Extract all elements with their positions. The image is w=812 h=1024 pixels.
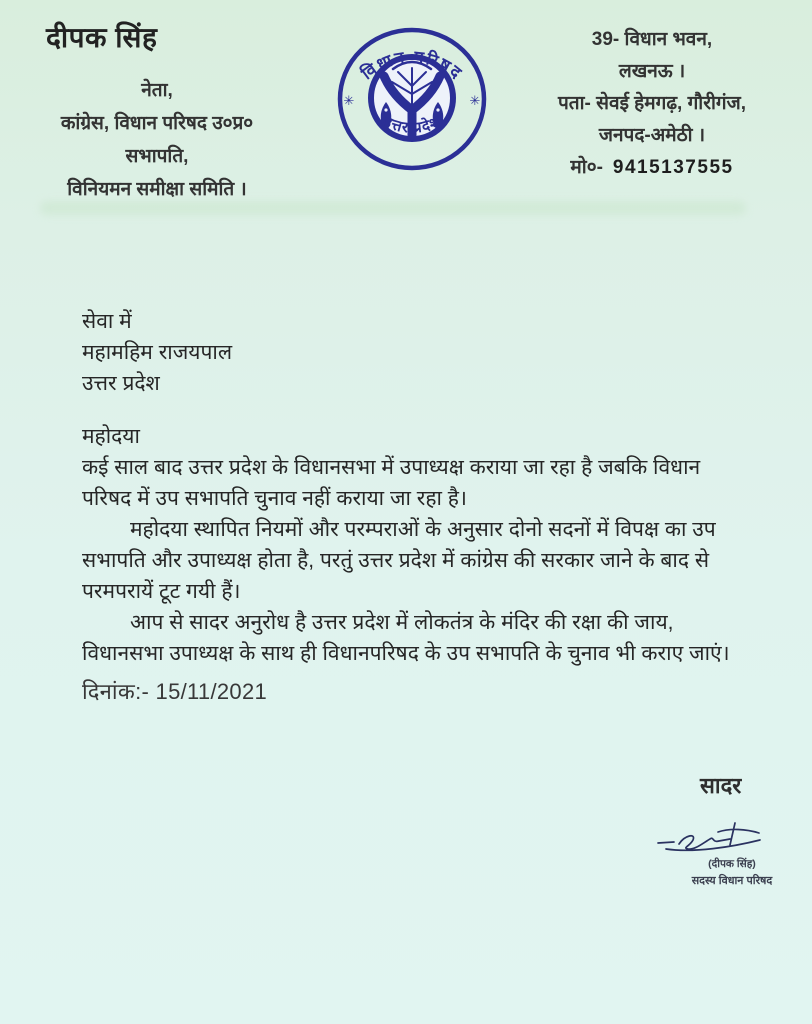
emblem-top-text: विधान परिषद	[357, 47, 467, 84]
emblem-seal-icon	[333, 24, 491, 174]
office-address-line: 39- विधान भवन,	[591, 29, 713, 50]
salutation-line: सेवा में	[82, 310, 132, 333]
greeting: महोदया	[82, 425, 140, 448]
letterhead-left	[26, 18, 288, 206]
home-address-line: जनपद-अमेठी ।	[598, 125, 706, 146]
letterhead-right	[514, 24, 790, 184]
sender-designation-line: नेता,	[141, 80, 173, 101]
home-address-line: पता- सेवई हेमगढ़, गौरीगंज,	[558, 93, 746, 114]
sender-name: दीपक सिंह	[46, 22, 158, 53]
mobile-label: मो०-	[570, 157, 603, 178]
letter-body	[82, 306, 736, 669]
mobile-line	[514, 152, 790, 184]
scan-artifact-band	[40, 201, 746, 215]
emblem-bottom-text: उत्तर प्रदेश	[380, 112, 444, 137]
salutation-line: महामहिम राजयपाल	[82, 341, 233, 364]
closing-word: सादर	[700, 773, 742, 798]
paragraph-1: कई साल बाद उत्तर प्रदेश के विधानसभा में उपाध्यक्ष कराया जा रहा है जबकि विधान परिषद में उप सभापति चुनाव नहीं कराया जा रहा है।	[82, 456, 701, 510]
emblem-star-left-icon: ✳	[343, 93, 355, 108]
emblem-star-right-icon: ✳	[469, 93, 481, 108]
paragraph-3: आप से सादर अनुरोध है उत्तर प्रदेश में लोकतंत्र के मंदिर की रक्षा की जाय, विधानसभा उपाध्यक्ष के साथ ही विधानपरिषद के उप सभापति के चुनाव भी कराए जाएं।	[82, 611, 730, 665]
salutation-line: उत्तर प्रदेश	[82, 372, 160, 395]
mobile-number: 9415137555	[612, 157, 734, 178]
paragraph-2: महोदया स्थापित नियमों और परम्पराओं के अनुसार दोनो सदनों में विपक्ष का उप सभापति और उपाध्यक्ष होता है, परतुं उत्तर प्रदेश में कांग्रेस की सरकार जाने के बाद से परमपरायें टूट गयी हैं।	[82, 518, 716, 603]
sender-designation-line: कांग्रेस, विधान परिषद उ०प्र०	[60, 113, 254, 134]
office-address-line: लखनऊ ।	[618, 61, 686, 82]
sender-designation-line: सभापति,	[125, 146, 189, 167]
date-line: दिनांक:- 15/11/2021	[82, 679, 268, 704]
signatory-title: सदस्य विधान परिषद	[691, 875, 773, 887]
sender-designation-line: विनियमन समीक्षा समिति ।	[67, 179, 247, 200]
signatory-name: (दीपक सिंह)	[708, 858, 756, 870]
legislative-council-emblem	[333, 24, 491, 174]
